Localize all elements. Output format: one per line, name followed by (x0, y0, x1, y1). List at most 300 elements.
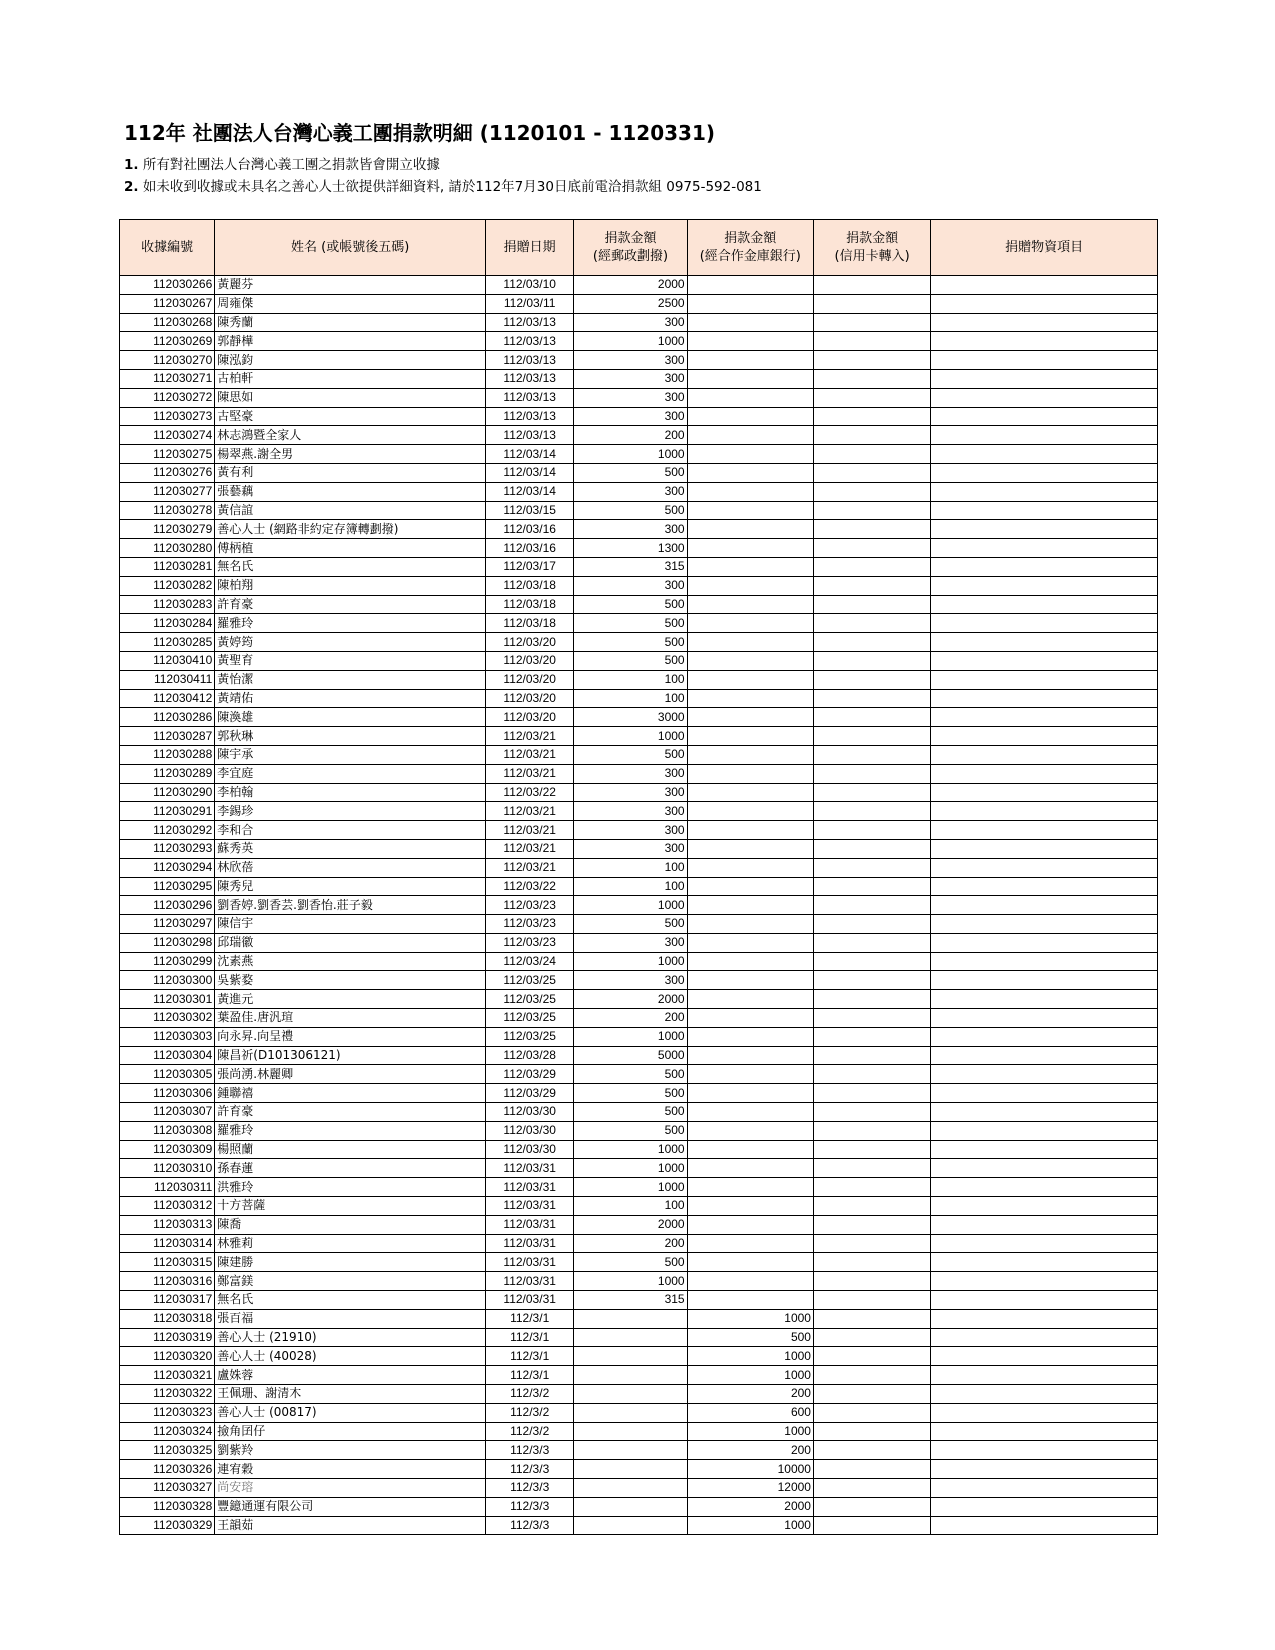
cell-card-amount (813, 971, 930, 990)
cell-date: 112/3/3 (486, 1460, 574, 1479)
cell-name: 陳秀蘭 (215, 313, 486, 332)
table-row (120, 1497, 1158, 1516)
cell-date: 112/3/1 (486, 1347, 574, 1366)
cell-date: 112/03/22 (486, 877, 574, 896)
cell-receipt-no: 112030290 (120, 783, 215, 802)
cell-card-amount (813, 1328, 930, 1347)
cell-date: 112/03/24 (486, 952, 574, 971)
cell-receipt-no: 112030270 (120, 351, 215, 370)
cell-postal-amount: 1000 (574, 1272, 687, 1291)
cell-date: 112/03/13 (486, 313, 574, 332)
cell-bank-amount: 1000 (687, 1309, 813, 1328)
cell-bank-amount (687, 1197, 813, 1216)
cell-card-amount (813, 1516, 930, 1535)
cell-goods (931, 369, 1158, 388)
cell-receipt-no: 112030412 (120, 689, 215, 708)
note-receipt (124, 153, 440, 173)
cell-goods (931, 1027, 1158, 1046)
cell-postal-amount: 500 (574, 651, 687, 670)
cell-receipt-no: 112030267 (120, 294, 215, 313)
cell-name: 黃有利 (215, 463, 486, 482)
cell-name: 王佩珊、謝清木 (215, 1385, 486, 1404)
table-row (120, 1291, 1158, 1310)
cell-receipt-no: 112030287 (120, 727, 215, 746)
cell-postal-amount: 1000 (574, 896, 687, 915)
cell-bank-amount (687, 764, 813, 783)
cell-name: 羅雅玲 (215, 614, 486, 633)
cell-postal-amount (574, 1460, 687, 1479)
cell-card-amount (813, 557, 930, 576)
cell-postal-amount: 500 (574, 463, 687, 482)
table-row (120, 1385, 1158, 1404)
cell-date: 112/03/16 (486, 539, 574, 558)
cell-date: 112/3/3 (486, 1441, 574, 1460)
cell-postal-amount: 100 (574, 858, 687, 877)
cell-card-amount (813, 276, 930, 295)
cell-bank-amount (687, 294, 813, 313)
cell-date: 112/3/1 (486, 1366, 574, 1385)
cell-name: 無名氏 (215, 1291, 486, 1310)
cell-name: 向永昇.向呈禮 (215, 1027, 486, 1046)
cell-name: 劉香婷.劉香芸.劉香怡.莊子毅 (215, 896, 486, 915)
cell-receipt-no: 112030317 (120, 1291, 215, 1310)
cell-card-amount (813, 501, 930, 520)
cell-receipt-no: 112030308 (120, 1121, 215, 1140)
cell-receipt-no: 112030292 (120, 821, 215, 840)
table-row (120, 1272, 1158, 1291)
cell-bank-amount (687, 445, 813, 464)
cell-goods (931, 1441, 1158, 1460)
cell-bank-amount (687, 1140, 813, 1159)
note-contact (124, 175, 762, 195)
table-row (120, 1403, 1158, 1422)
table-row (120, 990, 1158, 1009)
cell-date: 112/03/23 (486, 915, 574, 934)
cell-name: 王韻茹 (215, 1516, 486, 1535)
cell-postal-amount: 1000 (574, 952, 687, 971)
cell-postal-amount: 300 (574, 407, 687, 426)
cell-receipt-no: 112030286 (120, 708, 215, 727)
cell-goods (931, 520, 1158, 539)
cell-name: 劉紫羚 (215, 1441, 486, 1460)
cell-postal-amount: 500 (574, 633, 687, 652)
cell-goods (931, 276, 1158, 295)
cell-postal-amount: 200 (574, 1234, 687, 1253)
table-row (120, 1065, 1158, 1084)
cell-name: 陳柏翔 (215, 576, 486, 595)
table-row (120, 764, 1158, 783)
cell-name: 陳建勝 (215, 1253, 486, 1272)
cell-bank-amount (687, 501, 813, 520)
table-row (120, 689, 1158, 708)
cell-name: 陳宇承 (215, 745, 486, 764)
cell-name: 陳思如 (215, 388, 486, 407)
cell-goods (931, 1084, 1158, 1103)
cell-name: 陳喬 (215, 1215, 486, 1234)
cell-receipt-no: 112030279 (120, 520, 215, 539)
cell-name: 黃靖佑 (215, 689, 486, 708)
cell-receipt-no: 112030294 (120, 858, 215, 877)
cell-date: 112/03/30 (486, 1103, 574, 1122)
cell-bank-amount: 12000 (687, 1479, 813, 1498)
cell-card-amount (813, 670, 930, 689)
cell-postal-amount: 500 (574, 614, 687, 633)
cell-name: 黃信誼 (215, 501, 486, 520)
cell-date: 112/03/21 (486, 764, 574, 783)
cell-goods (931, 670, 1158, 689)
cell-postal-amount: 200 (574, 426, 687, 445)
table-row (120, 651, 1158, 670)
cell-card-amount (813, 1065, 930, 1084)
cell-date: 112/03/13 (486, 351, 574, 370)
cell-card-amount (813, 858, 930, 877)
cell-goods (931, 426, 1158, 445)
cell-receipt-no: 112030320 (120, 1347, 215, 1366)
cell-goods (931, 1309, 1158, 1328)
cell-bank-amount: 1000 (687, 1516, 813, 1535)
cell-card-amount (813, 1347, 930, 1366)
table-row (120, 933, 1158, 952)
cell-receipt-no: 112030271 (120, 369, 215, 388)
cell-postal-amount: 300 (574, 520, 687, 539)
cell-bank-amount (687, 877, 813, 896)
cell-date: 112/03/15 (486, 501, 574, 520)
cell-name: 盧姝蓉 (215, 1366, 486, 1385)
table-row (120, 1422, 1158, 1441)
cell-postal-amount: 300 (574, 933, 687, 952)
cell-postal-amount (574, 1516, 687, 1535)
cell-card-amount (813, 595, 930, 614)
cell-name: 邱瑞徽 (215, 933, 486, 952)
cell-bank-amount (687, 1159, 813, 1178)
cell-bank-amount (687, 633, 813, 652)
cell-receipt-no: 112030313 (120, 1215, 215, 1234)
table-row (120, 1460, 1158, 1479)
cell-goods (931, 952, 1158, 971)
cell-date: 112/03/21 (486, 821, 574, 840)
cell-goods (931, 651, 1158, 670)
note-number: 2. (124, 179, 139, 195)
cell-goods (931, 351, 1158, 370)
cell-goods (931, 1479, 1158, 1498)
cell-receipt-no: 112030272 (120, 388, 215, 407)
cell-name: 善心人士 (40028) (215, 1347, 486, 1366)
cell-bank-amount (687, 1084, 813, 1103)
cell-receipt-no: 112030307 (120, 1103, 215, 1122)
cell-postal-amount: 500 (574, 1121, 687, 1140)
cell-card-amount (813, 1309, 930, 1328)
cell-name: 張尚湧.林麗卿 (215, 1065, 486, 1084)
cell-date: 112/03/21 (486, 745, 574, 764)
cell-name: 吳紫婺 (215, 971, 486, 990)
table-row (120, 915, 1158, 934)
cell-goods (931, 915, 1158, 934)
cell-card-amount (813, 1479, 930, 1498)
cell-card-amount (813, 1178, 930, 1197)
cell-receipt-no: 112030319 (120, 1328, 215, 1347)
cell-date: 112/03/21 (486, 839, 574, 858)
cell-bank-amount (687, 426, 813, 445)
cell-postal-amount (574, 1328, 687, 1347)
cell-bank-amount (687, 990, 813, 1009)
cell-goods (931, 332, 1158, 351)
cell-goods (931, 1197, 1158, 1216)
cell-date: 112/03/30 (486, 1140, 574, 1159)
cell-goods (931, 971, 1158, 990)
cell-postal-amount: 500 (574, 501, 687, 520)
cell-date: 112/03/11 (486, 294, 574, 313)
cell-goods (931, 1497, 1158, 1516)
cell-goods (931, 1215, 1158, 1234)
cell-bank-amount (687, 1065, 813, 1084)
cell-bank-amount (687, 1009, 813, 1028)
cell-goods (931, 727, 1158, 746)
cell-bank-amount (687, 783, 813, 802)
cell-bank-amount (687, 971, 813, 990)
cell-date: 112/03/20 (486, 651, 574, 670)
cell-bank-amount (687, 1046, 813, 1065)
cell-goods (931, 689, 1158, 708)
cell-card-amount (813, 1159, 930, 1178)
cell-name: 李宜庭 (215, 764, 486, 783)
cell-receipt-no: 112030296 (120, 896, 215, 915)
cell-bank-amount (687, 1215, 813, 1234)
cell-bank-amount (687, 1121, 813, 1140)
cell-date: 112/03/13 (486, 332, 574, 351)
cell-card-amount (813, 1009, 930, 1028)
cell-goods (931, 463, 1158, 482)
cell-bank-amount (687, 557, 813, 576)
cell-receipt-no: 112030278 (120, 501, 215, 520)
cell-card-amount (813, 1385, 930, 1404)
cell-name: 善心人士 (00817) (215, 1403, 486, 1422)
cell-postal-amount: 300 (574, 576, 687, 595)
cell-name: 陳泓鈞 (215, 351, 486, 370)
cell-date: 112/3/3 (486, 1497, 574, 1516)
cell-receipt-no: 112030306 (120, 1084, 215, 1103)
cell-postal-amount: 2000 (574, 990, 687, 1009)
cell-receipt-no: 112030275 (120, 445, 215, 464)
cell-date: 112/03/13 (486, 426, 574, 445)
cell-card-amount (813, 463, 930, 482)
cell-receipt-no: 112030318 (120, 1309, 215, 1328)
cell-postal-amount: 500 (574, 1084, 687, 1103)
cell-name: 張百福 (215, 1309, 486, 1328)
cell-postal-amount: 300 (574, 839, 687, 858)
cell-name: 楊照蘭 (215, 1140, 486, 1159)
cell-date: 112/03/31 (486, 1197, 574, 1216)
cell-name: 陳昌祈(D101306121) (215, 1046, 486, 1065)
cell-postal-amount: 500 (574, 915, 687, 934)
cell-goods (931, 557, 1158, 576)
cell-receipt-no: 112030302 (120, 1009, 215, 1028)
cell-date: 112/03/20 (486, 633, 574, 652)
cell-card-amount (813, 689, 930, 708)
cell-date: 112/03/31 (486, 1159, 574, 1178)
cell-goods (931, 1159, 1158, 1178)
cell-date: 112/3/3 (486, 1516, 574, 1535)
header-postal-amount (574, 220, 687, 276)
cell-card-amount (813, 445, 930, 464)
note-text: 如未收到收據或未具名之善心人士欲提供詳細資料, 請於112年7月30日底前電洽捐款組 0975-592-081 (138, 179, 762, 195)
cell-postal-amount: 1300 (574, 539, 687, 558)
table-row (120, 557, 1158, 576)
cell-postal-amount: 300 (574, 764, 687, 783)
cell-bank-amount: 200 (687, 1441, 813, 1460)
cell-date: 112/03/29 (486, 1084, 574, 1103)
cell-bank-amount (687, 332, 813, 351)
cell-goods (931, 614, 1158, 633)
cell-goods (931, 858, 1158, 877)
table-row (120, 501, 1158, 520)
cell-goods (931, 1422, 1158, 1441)
header-name: 姓名 (或帳號後五碼) (215, 220, 486, 276)
cell-name: 豐鐿通運有限公司 (215, 1497, 486, 1516)
cell-postal-amount: 2000 (574, 276, 687, 295)
cell-postal-amount: 100 (574, 670, 687, 689)
header-bank-amount (687, 220, 813, 276)
cell-date: 112/03/23 (486, 896, 574, 915)
cell-date: 112/03/25 (486, 971, 574, 990)
cell-date: 112/03/21 (486, 727, 574, 746)
cell-bank-amount (687, 745, 813, 764)
header-card-line2: (信用卡轉入) (834, 248, 910, 264)
cell-date: 112/03/25 (486, 1027, 574, 1046)
cell-date: 112/03/14 (486, 482, 574, 501)
cell-date: 112/03/20 (486, 670, 574, 689)
cell-postal-amount: 300 (574, 388, 687, 407)
cell-receipt-no: 112030276 (120, 463, 215, 482)
cell-bank-amount: 1000 (687, 1366, 813, 1385)
cell-date: 112/3/3 (486, 1479, 574, 1498)
cell-bank-amount (687, 651, 813, 670)
cell-postal-amount: 1000 (574, 1159, 687, 1178)
table-row (120, 407, 1158, 426)
cell-goods (931, 388, 1158, 407)
cell-receipt-no: 112030309 (120, 1140, 215, 1159)
header-date: 捐贈日期 (486, 220, 574, 276)
cell-postal-amount: 500 (574, 1103, 687, 1122)
table-row (120, 1309, 1158, 1328)
cell-name: 李和合 (215, 821, 486, 840)
cell-goods (931, 313, 1158, 332)
cell-receipt-no: 112030315 (120, 1253, 215, 1272)
cell-goods (931, 877, 1158, 896)
table-body (120, 276, 1158, 1535)
cell-receipt-no: 112030321 (120, 1366, 215, 1385)
header-bank-line2: (經合作金庫銀行) (699, 248, 801, 264)
cell-card-amount (813, 727, 930, 746)
cell-name: 尚安瑢 (215, 1479, 486, 1498)
cell-receipt-no: 112030322 (120, 1385, 215, 1404)
table-row (120, 294, 1158, 313)
cell-card-amount (813, 1103, 930, 1122)
cell-postal-amount: 1000 (574, 727, 687, 746)
cell-name: 孫春蓮 (215, 1159, 486, 1178)
cell-receipt-no: 112030312 (120, 1197, 215, 1216)
cell-goods (931, 745, 1158, 764)
cell-date: 112/03/22 (486, 783, 574, 802)
cell-postal-amount: 500 (574, 1253, 687, 1272)
table-row (120, 1159, 1158, 1178)
cell-receipt-no: 112030323 (120, 1403, 215, 1422)
note-text: 所有對社團法人台灣心義工團之捐款皆會開立收據 (138, 157, 440, 173)
cell-receipt-no: 112030305 (120, 1065, 215, 1084)
table-row (120, 727, 1158, 746)
cell-receipt-no: 112030299 (120, 952, 215, 971)
cell-date: 112/03/25 (486, 990, 574, 1009)
cell-card-amount (813, 1215, 930, 1234)
table-row (120, 1516, 1158, 1535)
cell-name: 善心人士 (21910) (215, 1328, 486, 1347)
cell-card-amount (813, 1291, 930, 1310)
cell-card-amount (813, 839, 930, 858)
table-row (120, 1103, 1158, 1122)
cell-postal-amount (574, 1309, 687, 1328)
cell-name: 林雅莉 (215, 1234, 486, 1253)
cell-postal-amount: 100 (574, 1197, 687, 1216)
cell-receipt-no: 112030329 (120, 1516, 215, 1535)
cell-receipt-no: 112030283 (120, 595, 215, 614)
cell-date: 112/03/10 (486, 276, 574, 295)
cell-goods (931, 1328, 1158, 1347)
cell-date: 112/03/31 (486, 1215, 574, 1234)
cell-card-amount (813, 1197, 930, 1216)
cell-card-amount (813, 1272, 930, 1291)
cell-goods (931, 294, 1158, 313)
table-row (120, 1253, 1158, 1272)
cell-bank-amount (687, 1027, 813, 1046)
cell-bank-amount (687, 1234, 813, 1253)
cell-goods (931, 1366, 1158, 1385)
table-row (120, 896, 1158, 915)
cell-goods (931, 501, 1158, 520)
cell-bank-amount (687, 839, 813, 858)
table-row (120, 1027, 1158, 1046)
cell-postal-amount: 1000 (574, 1140, 687, 1159)
cell-bank-amount (687, 1272, 813, 1291)
cell-card-amount (813, 426, 930, 445)
cell-goods (931, 1140, 1158, 1159)
cell-bank-amount: 200 (687, 1385, 813, 1404)
cell-date: 112/03/18 (486, 595, 574, 614)
page-title: 112年 社團法人台灣心義工團捐款明細 (1120101 - 1120331) (124, 121, 716, 145)
table-row (120, 858, 1158, 877)
cell-name: 許育豪 (215, 595, 486, 614)
table-row (120, 463, 1158, 482)
cell-postal-amount: 315 (574, 557, 687, 576)
cell-postal-amount (574, 1347, 687, 1366)
cell-bank-amount (687, 802, 813, 821)
cell-name: 無名氏 (215, 557, 486, 576)
header-receipt-no: 收據編號 (120, 220, 215, 276)
cell-card-amount (813, 990, 930, 1009)
cell-date: 112/03/17 (486, 557, 574, 576)
cell-card-amount (813, 351, 930, 370)
cell-card-amount (813, 1441, 930, 1460)
cell-name: 洪雅玲 (215, 1178, 486, 1197)
cell-card-amount (813, 1460, 930, 1479)
cell-goods (931, 633, 1158, 652)
table-row (120, 576, 1158, 595)
cell-bank-amount (687, 482, 813, 501)
cell-date: 112/03/28 (486, 1046, 574, 1065)
cell-date: 112/03/18 (486, 614, 574, 633)
note-number: 1. (124, 157, 139, 173)
table-row (120, 1140, 1158, 1159)
cell-card-amount (813, 651, 930, 670)
cell-postal-amount: 1000 (574, 332, 687, 351)
